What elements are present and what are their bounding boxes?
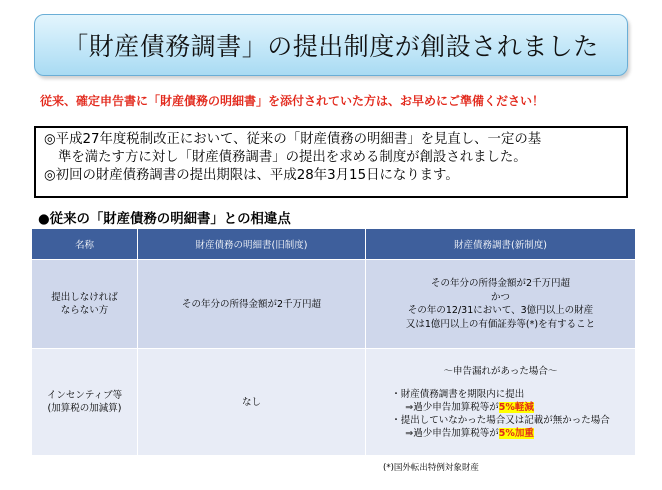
incentive-item-1-effect <box>391 401 610 414</box>
summary-line-2: 準を満たす方に対し「財産債務調書」の提出を求める制度が創設されました。 <box>58 150 527 165</box>
summary-box <box>34 126 628 198</box>
header-old-system: 財産債務の明細書(旧制度) <box>138 229 366 260</box>
row-label-filers <box>32 260 138 349</box>
new-filers-line: 又は1億円以上の有価証券等(*)を有すること <box>405 318 596 330</box>
row-label-line: ならない方 <box>60 305 109 316</box>
incentive-heading: ～申告漏れがあった場合～ <box>443 365 558 377</box>
old-system-filers: その年分の所得金額が2千万円超 <box>138 260 366 349</box>
footnote: (*)国外転出特例対象財産 <box>383 463 479 473</box>
new-system-incentive <box>366 349 636 456</box>
incentive-item-1: ・財産債務調書を期限内に提出 <box>391 388 525 400</box>
reduction-highlight: 5%軽減 <box>498 401 534 413</box>
summary-line-3: ◎初回の財産債務調書の提出期限は、平成28年3月15日になります。 <box>44 168 459 183</box>
incentive-item-2: ・提出していなかった場合又は記載が無かった場合 <box>391 414 610 426</box>
new-filers-line: その年の12/31において、3億円以上の財産 <box>407 305 594 316</box>
row-label-line: インセンティブ等 <box>46 390 123 401</box>
header-name: 名称 <box>32 229 138 260</box>
row-label-line: 提出しなければ <box>51 292 118 303</box>
title-banner <box>34 14 628 76</box>
incentive-item-2-effect <box>391 427 610 440</box>
new-system-filers <box>366 260 636 349</box>
old-system-incentive: なし <box>138 349 366 456</box>
row-label-incentive <box>32 349 138 456</box>
notice-text: 従来、確定申告書に「財産債務の明細書」を添付されていた方は、お早めにご準備ください！ <box>40 94 545 108</box>
summary-line-1: ◎平成27年度税制改正において、従来の「財産債務の明細書」を見直し、一定の基 <box>44 132 542 147</box>
effect-prefix: ⇒過少申告加算税等が <box>405 427 499 439</box>
increase-highlight: 5%加重 <box>498 427 534 439</box>
effect-prefix: ⇒過少申告加算税等が <box>405 401 499 413</box>
section-title: ●従来の「財産債務の明細書」との相違点 <box>38 212 291 227</box>
table-row-filers <box>32 260 636 349</box>
new-filers-line: その年分の所得金額が2千万円超 <box>430 278 571 289</box>
page-title: 「財産債務調書」の提出制度が創設されました <box>63 32 599 61</box>
incentive-block <box>391 365 610 440</box>
table-header-row <box>32 229 636 260</box>
new-filers-line: かつ <box>490 291 510 303</box>
row-label-line: (加算税の加減算) <box>47 403 122 414</box>
comparison-table <box>31 228 636 456</box>
header-new-system: 財産債務調書(新制度) <box>366 229 636 260</box>
table-row-incentive <box>32 349 636 456</box>
